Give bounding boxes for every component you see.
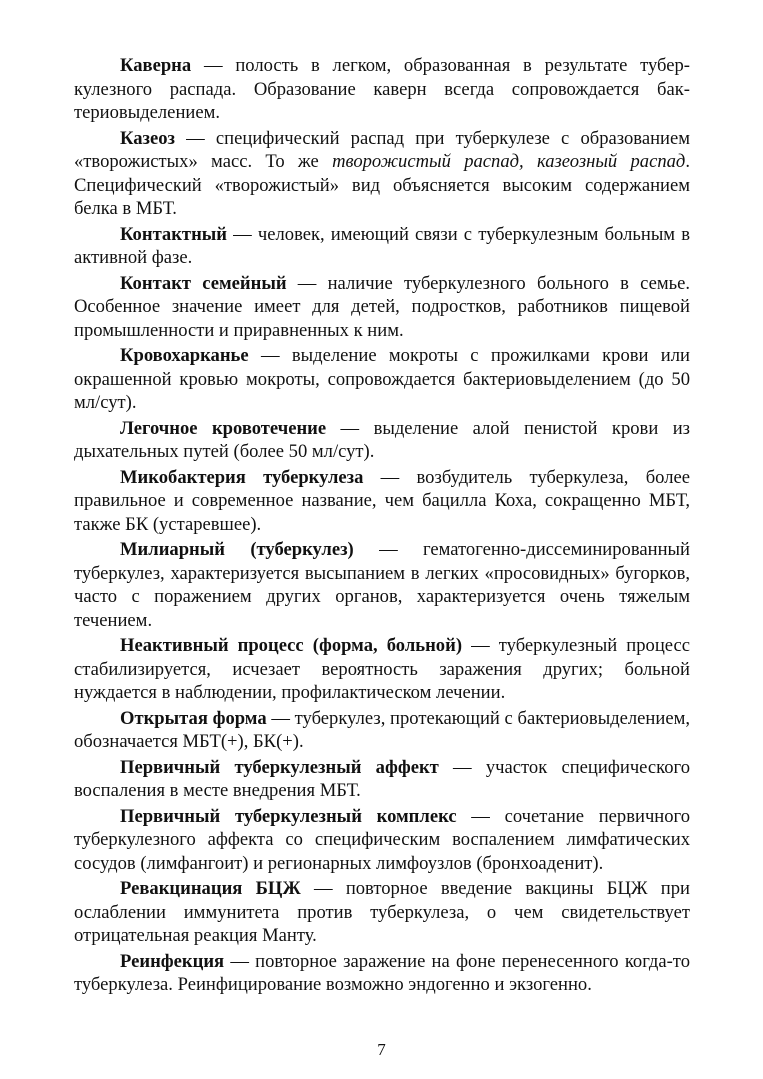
- entry-kontakt-semeinyi: [74, 272, 690, 343]
- entry-krovokharkanie: [74, 344, 690, 415]
- entry-term: Кровохарканье: [120, 345, 249, 366]
- entry-definition: — участок специфического воспаления в месте внедрения МБТ.: [74, 756, 690, 801]
- entry-term: Контакт семейный: [120, 272, 287, 294]
- entry-legochnoe-krovotechenie: [74, 417, 690, 464]
- entry-definition: — специфический распад при туберкулезе с образованием «творожистых» масс. То же: [74, 127, 690, 172]
- entry-definition: — человек, имеющий связи с туберкулезным больным в активной фазе.: [74, 223, 690, 268]
- entry-definition: — повторное введение вакцины БЦЖ при ослаблении иммунитета против туберкулеза, о чем свидетельствует отрицательная реакция Манту.: [74, 878, 690, 946]
- entry-term: Первичный туберкулезный комплекс: [120, 805, 457, 827]
- entry-kaverna: [74, 54, 690, 125]
- entry-otkrytaya-forma: [74, 707, 690, 754]
- entry-term: Милиарный (туберкулез): [120, 539, 354, 560]
- page-number: 7: [377, 1040, 386, 1059]
- entry-definition: — туберкулезный процесс стабилизируется, исчезает вероятность заражения других; больной нуждается в наблюдении, профилактическом лечении.: [74, 635, 690, 703]
- entry-term: Первичный туберкулезный аффект: [120, 756, 439, 778]
- entry-definition: — туберкулез, протекающий с бактериовыделением, обозначается МБТ(+), БК(+).: [74, 707, 691, 752]
- entry-term: Контактный: [120, 223, 228, 245]
- entry-definition: — выделение алой пенистой крови из дыхательных путей (более 50 мл/сут).: [74, 417, 690, 462]
- entry-definition: — выделение мокроты с прожилками крови или окрашенной кровью мокроты, сопровождается бактериовыделением (до 50 мл/сут).: [74, 345, 690, 413]
- entry-term: Микобактерия туберкулеза: [120, 466, 364, 488]
- entry-term: Ревакцинация БЦЖ: [120, 878, 301, 899]
- entry-synonyms: творожистый распад, казеозный распад: [332, 151, 686, 172]
- entry-definition: — повторное заражение на фоне перенесенного когда-то туберкулеза. Реинфицирование возможно эндогенно и экзогенно.: [74, 950, 690, 995]
- entry-miliarnyi: [74, 538, 690, 632]
- entry-definition-continued: . Специфический «творожистый» вид объясняется высоким содержанием белка в МБТ.: [74, 151, 690, 219]
- entry-definition: — гематогенно-диссеминированный туберкулез, характеризуется высыпанием в легких «просовидных» бугорков, часто с поражением других органов, характеризуется очень тяжелым течением.: [74, 539, 690, 631]
- entry-term: Неактивный процесс (форма, больной): [120, 635, 463, 656]
- entry-neaktivnyi-process: [74, 634, 690, 705]
- entry-term: Каверна: [120, 55, 192, 76]
- entry-definition: — сочетание первичного туберкулезного аффекта со специфическим воспалением лимфатических сосудов (лимфангоит) и регионарных лимфоузлов (бронхоаденит).: [74, 805, 691, 874]
- entry-pervichnyi-kompleks: [74, 805, 690, 876]
- entry-kontaktnyi: [74, 223, 690, 270]
- entry-term: Казеоз: [120, 127, 176, 149]
- document-body: [74, 54, 690, 999]
- entry-reinfekciya: [74, 950, 690, 997]
- entry-term: Реинфекция: [120, 950, 225, 972]
- entry-definition: — возбудитель туберкулеза, более правильное и современное название, чем бацилла Коха, сокращенно МБТ, также БК (устаревшее).: [74, 466, 691, 535]
- entry-revakcinaciya: [74, 877, 690, 948]
- entry-kazeoz: [74, 127, 690, 221]
- entry-pervichnyi-affekt: [74, 756, 690, 803]
- entry-definition: — наличие туберкулезного больного в семье. Особенное значение имеет для детей, подростков, работников пищевой промышленности и приравненных к ним.: [74, 272, 690, 341]
- entry-term: Открытая форма: [120, 707, 267, 729]
- entry-definition: — полость в легком, образованная в результате туберкулезного распада. Образование каверн всегда сопровождается бактериовыделением.: [74, 55, 690, 123]
- entry-term: Легочное кровотечение: [120, 417, 327, 439]
- entry-mikobakteriya: [74, 466, 690, 537]
